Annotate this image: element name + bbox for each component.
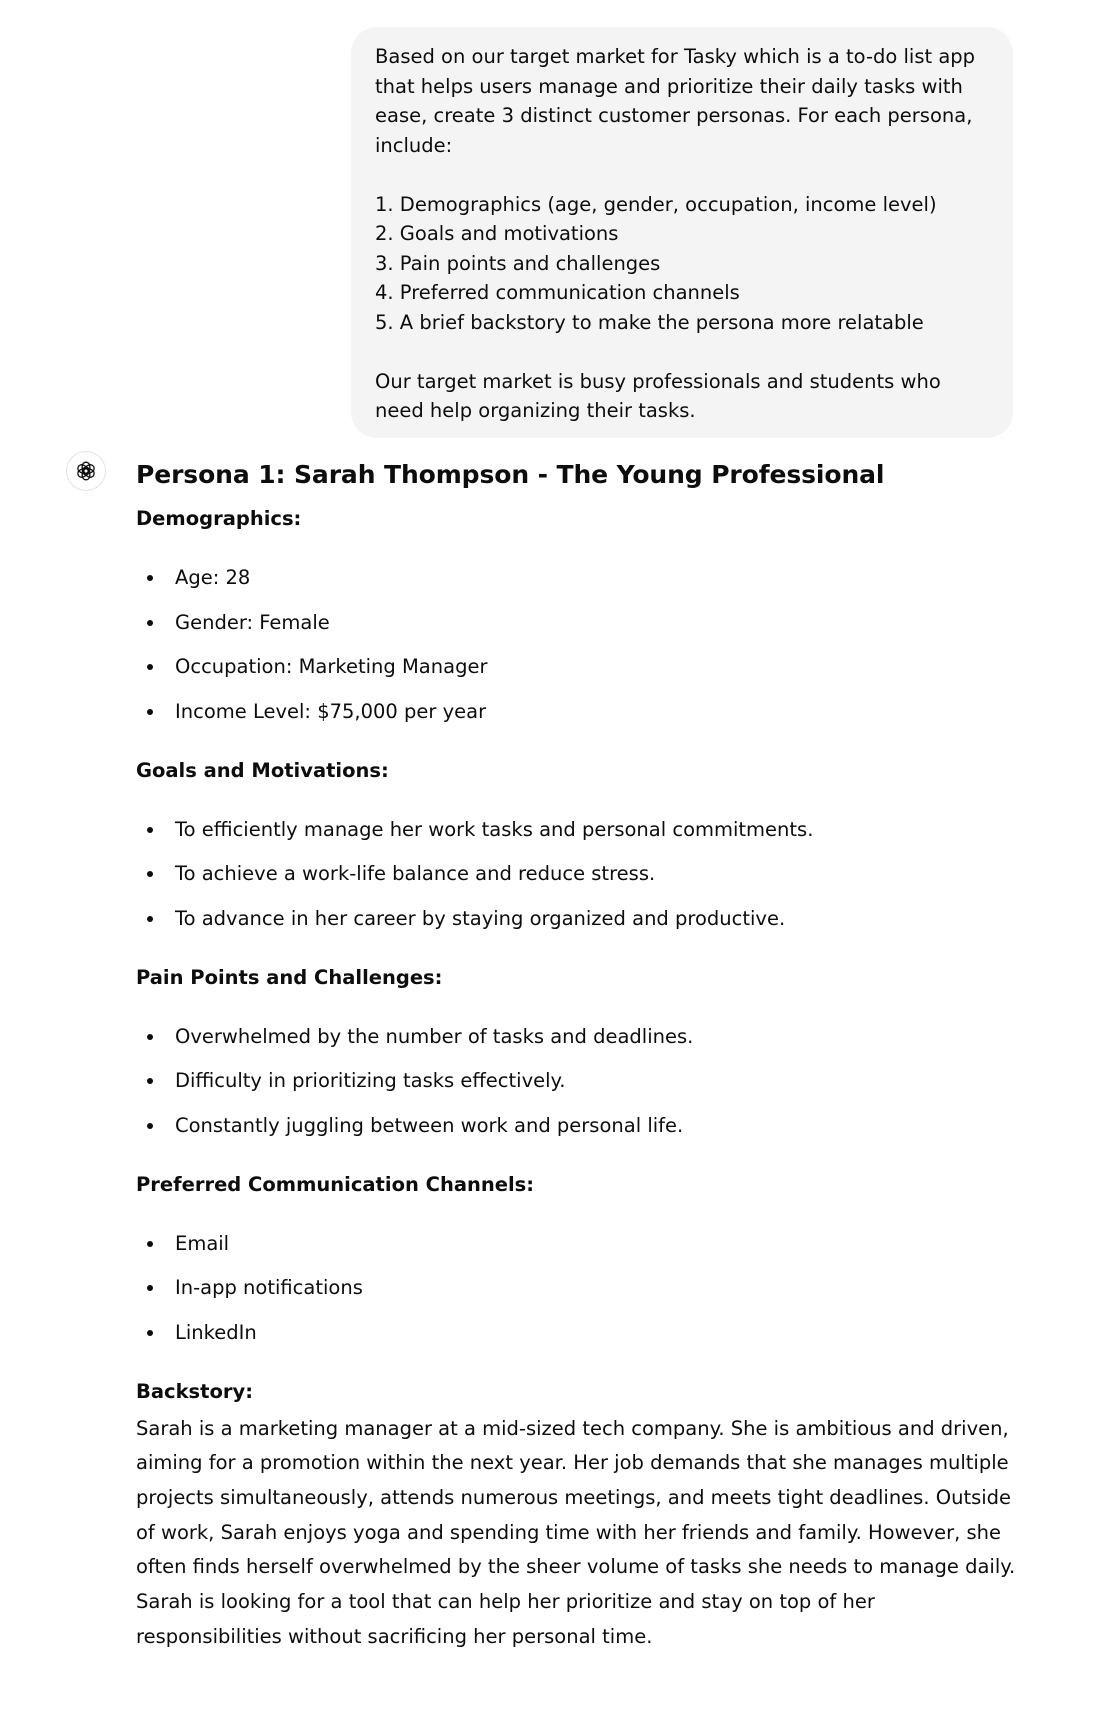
pain-points-list bbox=[136, 1023, 1016, 1140]
bullet-dot bbox=[147, 620, 153, 626]
list-item bbox=[136, 698, 1016, 726]
backstory-text: Sarah is a marketing manager at a mid-sized tech company. She is ambitious and driven, aiming for a promotion within the next year. Her job demands that she manages multiple projects simultaneously, attends numerous meetings, and meets tight deadlines. Outside of work, Sarah enjoys yoga and spending time with her friends and family. However, she often finds herself overwhelmed by the sheer volume of tasks she needs to manage daily. Sarah is looking for a tool that can help her prioritize and stay on top of her responsibilities without sacrificing her personal time. bbox=[136, 1416, 1016, 1648]
bullet-dot bbox=[147, 1078, 153, 1084]
list-item bbox=[136, 653, 1016, 681]
list-item bbox=[136, 564, 1016, 592]
user-message-closing: Our target market is busy professionals and students who need help organizing their tasks. bbox=[375, 369, 941, 422]
bullet-dot bbox=[147, 709, 153, 715]
assistant-message bbox=[136, 458, 1016, 1654]
bullet-dot bbox=[147, 1034, 153, 1040]
list-item-text: In-app notifications bbox=[175, 1276, 363, 1299]
list-item-text: Email bbox=[175, 1231, 230, 1255]
list-item-text: Income Level: $75,000 per year bbox=[175, 699, 487, 723]
bullet-dot bbox=[147, 575, 153, 581]
list-item bbox=[136, 1112, 1016, 1140]
list-item bbox=[136, 1067, 1016, 1095]
bullet-dot bbox=[147, 871, 153, 877]
list-item bbox=[136, 1230, 1016, 1258]
list-item-text: Overwhelmed by the number of tasks and deadlines. bbox=[175, 1024, 694, 1048]
list-item-text: To advance in her career by staying organized and productive. bbox=[175, 906, 786, 930]
list-item bbox=[136, 905, 1016, 933]
list-item bbox=[136, 860, 1016, 888]
user-message-item: 1. Demographics (age, gender, occupation, income level) bbox=[375, 192, 937, 216]
pain-points-heading: Pain Points and Challenges: bbox=[136, 965, 443, 989]
user-message-intro: Based on our target market for Tasky which is a to-do list app that helps users manage and prioritize their daily tasks with ease, create 3 distinct customer personas. For each persona, include: bbox=[375, 45, 976, 157]
bullet-dot bbox=[147, 916, 153, 922]
goals-heading: Goals and Motivations: bbox=[136, 758, 389, 782]
list-item bbox=[136, 1274, 1016, 1302]
bullet-dot bbox=[147, 1123, 153, 1129]
user-message-item: 5. A brief backstory to make the persona more relatable bbox=[375, 310, 924, 334]
list-item-text: Age: 28 bbox=[175, 566, 251, 589]
demographics-heading: Demographics: bbox=[136, 507, 302, 530]
backstory-heading: Backstory: bbox=[136, 1379, 253, 1403]
channels-list bbox=[136, 1230, 1016, 1347]
list-item-text: Occupation: Marketing Manager bbox=[175, 655, 488, 678]
list-item bbox=[136, 816, 1016, 844]
bullet-dot bbox=[147, 1330, 153, 1336]
bullet-dot bbox=[147, 827, 153, 833]
list-item-text: Constantly juggling between work and personal life. bbox=[175, 1113, 684, 1137]
bullet-dot bbox=[147, 1285, 153, 1291]
list-item-text: Difficulty in prioritizing tasks effectively. bbox=[175, 1069, 566, 1092]
list-item bbox=[136, 1319, 1016, 1347]
bullet-dot bbox=[147, 1241, 153, 1247]
user-message-bubble bbox=[351, 27, 1013, 438]
goals-list bbox=[136, 816, 1016, 933]
list-item-text: To achieve a work-life balance and reduce stress. bbox=[175, 862, 656, 885]
list-item bbox=[136, 1023, 1016, 1051]
paragraph-gap bbox=[375, 337, 989, 367]
channels-heading: Preferred Communication Channels: bbox=[136, 1172, 535, 1196]
list-item-text: LinkedIn bbox=[175, 1320, 257, 1344]
user-message-item: 3. Pain points and challenges bbox=[375, 251, 661, 275]
user-message-item: 4. Preferred communication channels bbox=[375, 281, 740, 304]
demographics-list bbox=[136, 564, 1016, 726]
assistant-avatar bbox=[66, 451, 106, 491]
persona-title: Persona 1: Sarah Thompson - The Young Professional bbox=[136, 460, 885, 489]
user-message-item: 2. Goals and motivations bbox=[375, 222, 619, 245]
openai-logo-icon bbox=[74, 459, 98, 483]
list-item-text: To efficiently manage her work tasks and personal commitments. bbox=[175, 817, 814, 841]
list-item bbox=[136, 609, 1016, 637]
list-item-text: Gender: Female bbox=[175, 610, 330, 634]
bullet-dot bbox=[147, 664, 153, 670]
paragraph-gap bbox=[375, 160, 989, 190]
